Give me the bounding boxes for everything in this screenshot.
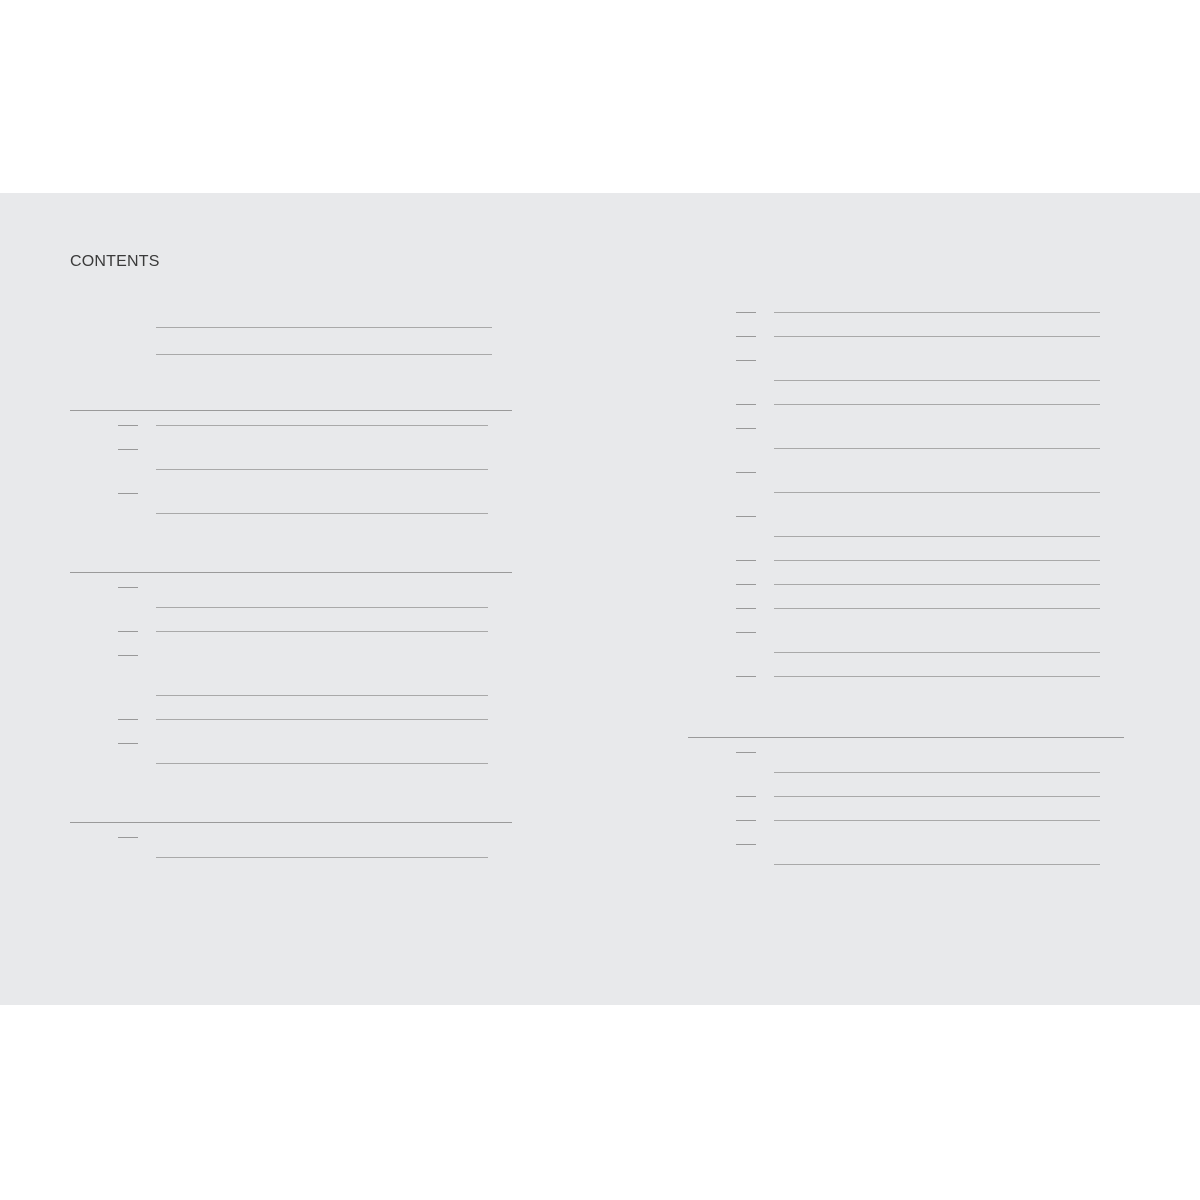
toc-entry xyxy=(688,788,1124,805)
right-column xyxy=(688,304,1124,880)
dash-divider xyxy=(736,516,756,517)
case-number xyxy=(688,836,736,853)
entry-body xyxy=(766,668,1124,685)
entry-last-line xyxy=(766,440,1124,457)
leader-line xyxy=(774,652,1100,653)
entry-last-line xyxy=(766,600,1124,617)
entry-body xyxy=(766,744,1124,781)
toc-entry xyxy=(688,836,1124,873)
entry-last-line xyxy=(766,552,1124,569)
toc-entry xyxy=(688,576,1124,593)
entry-question-line xyxy=(148,441,512,461)
case-number xyxy=(70,485,118,502)
entry-body xyxy=(766,396,1124,413)
entry-body xyxy=(766,328,1124,345)
entry-last-line xyxy=(766,396,1124,413)
chapter-section xyxy=(70,542,512,772)
leader-line xyxy=(774,492,1100,493)
toc-entry xyxy=(688,304,1124,321)
leader-line xyxy=(774,584,1100,585)
entry-body xyxy=(148,647,512,704)
leader-line xyxy=(774,312,1100,313)
preface-list xyxy=(70,318,512,362)
case-number xyxy=(688,508,736,525)
toc-entry xyxy=(70,829,512,866)
dash-divider xyxy=(736,360,756,361)
dash-divider xyxy=(736,796,756,797)
toc-entry xyxy=(70,485,512,522)
case-number xyxy=(688,396,736,413)
entry-question-line xyxy=(148,829,512,849)
toc-entry xyxy=(688,396,1124,413)
entry-body xyxy=(766,624,1124,661)
dash-divider xyxy=(118,587,138,588)
entry-question-line xyxy=(148,647,512,667)
dash-divider xyxy=(736,472,756,473)
leader-line xyxy=(774,772,1100,773)
chapter-heading xyxy=(70,542,512,573)
entry-question-line xyxy=(148,667,512,687)
case-number xyxy=(688,744,736,761)
entry-body xyxy=(766,600,1124,617)
entry-question-line xyxy=(766,464,1124,484)
toc-entry xyxy=(688,328,1124,345)
dash-divider xyxy=(736,752,756,753)
toc-entry xyxy=(70,711,512,728)
entry-last-line xyxy=(148,505,512,522)
toc-entry xyxy=(688,464,1124,501)
toc-entry xyxy=(70,579,512,616)
case-number xyxy=(70,711,118,728)
leader-line xyxy=(156,719,488,720)
entry-last-line xyxy=(766,304,1124,321)
entry-last-line xyxy=(148,599,512,616)
entry-last-line xyxy=(766,856,1124,873)
dash-divider xyxy=(118,449,138,450)
entry-last-line xyxy=(148,417,512,434)
toc-entry xyxy=(688,668,1124,685)
dash-divider xyxy=(736,336,756,337)
case-number xyxy=(688,668,736,685)
preface-entry xyxy=(148,345,512,362)
entry-body xyxy=(148,441,512,478)
entry-body xyxy=(766,552,1124,569)
toc-entry xyxy=(688,624,1124,661)
case-number xyxy=(70,735,118,752)
leader-line xyxy=(156,695,488,696)
entry-body xyxy=(766,836,1124,873)
leader-line xyxy=(774,796,1100,797)
case-number xyxy=(688,464,736,481)
entry-body xyxy=(766,464,1124,501)
case-number xyxy=(688,812,736,829)
dash-divider xyxy=(736,632,756,633)
dash-divider xyxy=(118,493,138,494)
leader-line xyxy=(774,448,1100,449)
entry-body xyxy=(148,711,512,728)
entry-body xyxy=(148,623,512,640)
preface-entry xyxy=(148,318,512,335)
entry-last-line xyxy=(766,484,1124,501)
leader-line xyxy=(156,857,488,858)
case-number xyxy=(70,579,118,596)
entry-last-line xyxy=(766,788,1124,805)
toc-entry xyxy=(688,744,1124,781)
entry-last-line xyxy=(766,576,1124,593)
case-number xyxy=(70,441,118,458)
entry-last-line xyxy=(766,764,1124,781)
toc-entry xyxy=(688,352,1124,389)
dash-divider xyxy=(736,428,756,429)
entry-last-line xyxy=(148,623,512,640)
entry-body xyxy=(766,304,1124,321)
entry-question-line xyxy=(766,352,1124,372)
leader-line xyxy=(774,676,1100,677)
leader-line xyxy=(156,354,492,355)
leader-line xyxy=(774,404,1100,405)
dash-divider xyxy=(736,844,756,845)
dash-divider xyxy=(118,719,138,720)
entry-body xyxy=(766,576,1124,593)
leader-line xyxy=(156,425,488,426)
entry-last-line xyxy=(766,812,1124,829)
entry-body xyxy=(766,788,1124,805)
entry-body xyxy=(148,735,512,772)
case-number xyxy=(70,647,118,664)
dash-divider xyxy=(736,584,756,585)
leader-line xyxy=(774,336,1100,337)
leader-line xyxy=(774,536,1100,537)
toc-entry xyxy=(70,623,512,640)
case-number xyxy=(688,552,736,569)
leader-line xyxy=(156,631,488,632)
toc-entry xyxy=(70,647,512,704)
dash-divider xyxy=(736,676,756,677)
leader-line xyxy=(156,469,488,470)
entry-question-line xyxy=(148,735,512,755)
leader-line xyxy=(156,327,492,328)
entry-last-line xyxy=(766,328,1124,345)
toc-entry xyxy=(688,552,1124,569)
dash-divider xyxy=(736,560,756,561)
case-number xyxy=(70,417,118,434)
entry-body xyxy=(148,829,512,866)
chapter-section xyxy=(70,380,512,522)
contents-title: CONTENTS xyxy=(70,253,160,270)
chapter-section xyxy=(70,792,512,866)
dash-divider xyxy=(118,743,138,744)
entry-last-line xyxy=(766,668,1124,685)
entry-last-line xyxy=(766,528,1124,545)
entry-body xyxy=(148,417,512,434)
entry-body xyxy=(766,352,1124,389)
case-number xyxy=(688,624,736,641)
toc-entry xyxy=(70,441,512,478)
entry-question-line xyxy=(766,420,1124,440)
dash-divider xyxy=(118,837,138,838)
leader-line xyxy=(774,608,1100,609)
leader-line xyxy=(774,560,1100,561)
toc-entry xyxy=(688,420,1124,457)
toc-entry xyxy=(688,508,1124,545)
case-number xyxy=(70,623,118,640)
case-number xyxy=(70,829,118,846)
leader-line xyxy=(774,820,1100,821)
leader-line xyxy=(156,763,488,764)
left-chapter-list xyxy=(70,380,512,866)
entry-question-line xyxy=(148,579,512,599)
entry-last-line xyxy=(766,644,1124,661)
case-number xyxy=(688,600,736,617)
case-number xyxy=(688,788,736,805)
entry-body xyxy=(766,508,1124,545)
toc-entry xyxy=(70,417,512,434)
entry-question-line xyxy=(766,744,1124,764)
entry-body xyxy=(766,420,1124,457)
entry-question-line xyxy=(766,624,1124,644)
dash-divider xyxy=(736,608,756,609)
dash-divider xyxy=(118,655,138,656)
leader-line xyxy=(774,380,1100,381)
dash-divider xyxy=(118,425,138,426)
entry-body xyxy=(148,579,512,616)
dash-divider xyxy=(736,820,756,821)
entry-last-line xyxy=(148,849,512,866)
entry-last-line xyxy=(148,755,512,772)
entry-body xyxy=(766,812,1124,829)
entry-last-line xyxy=(148,687,512,704)
toc-entry xyxy=(688,600,1124,617)
chapter-heading xyxy=(688,707,1124,738)
case-number xyxy=(688,576,736,593)
leader-line xyxy=(156,513,488,514)
entry-last-line xyxy=(148,711,512,728)
chapter-heading xyxy=(70,792,512,823)
entry-question-line xyxy=(148,485,512,505)
dash-divider xyxy=(118,631,138,632)
leader-line xyxy=(156,607,488,608)
case-number xyxy=(688,328,736,345)
entry-question-line xyxy=(766,836,1124,856)
dash-divider xyxy=(736,404,756,405)
right-chapter xyxy=(688,707,1124,873)
case-number xyxy=(688,420,736,437)
right-entry-list xyxy=(688,304,1124,685)
toc-entry xyxy=(70,735,512,772)
leader-line xyxy=(774,864,1100,865)
entry-last-line xyxy=(766,372,1124,389)
case-number xyxy=(688,304,736,321)
toc-entry xyxy=(688,812,1124,829)
entry-body xyxy=(148,485,512,522)
case-number xyxy=(688,352,736,369)
chapter-heading xyxy=(70,380,512,411)
left-column xyxy=(70,318,512,873)
dash-divider xyxy=(736,312,756,313)
entry-question-line xyxy=(766,508,1124,528)
entry-last-line xyxy=(148,461,512,478)
